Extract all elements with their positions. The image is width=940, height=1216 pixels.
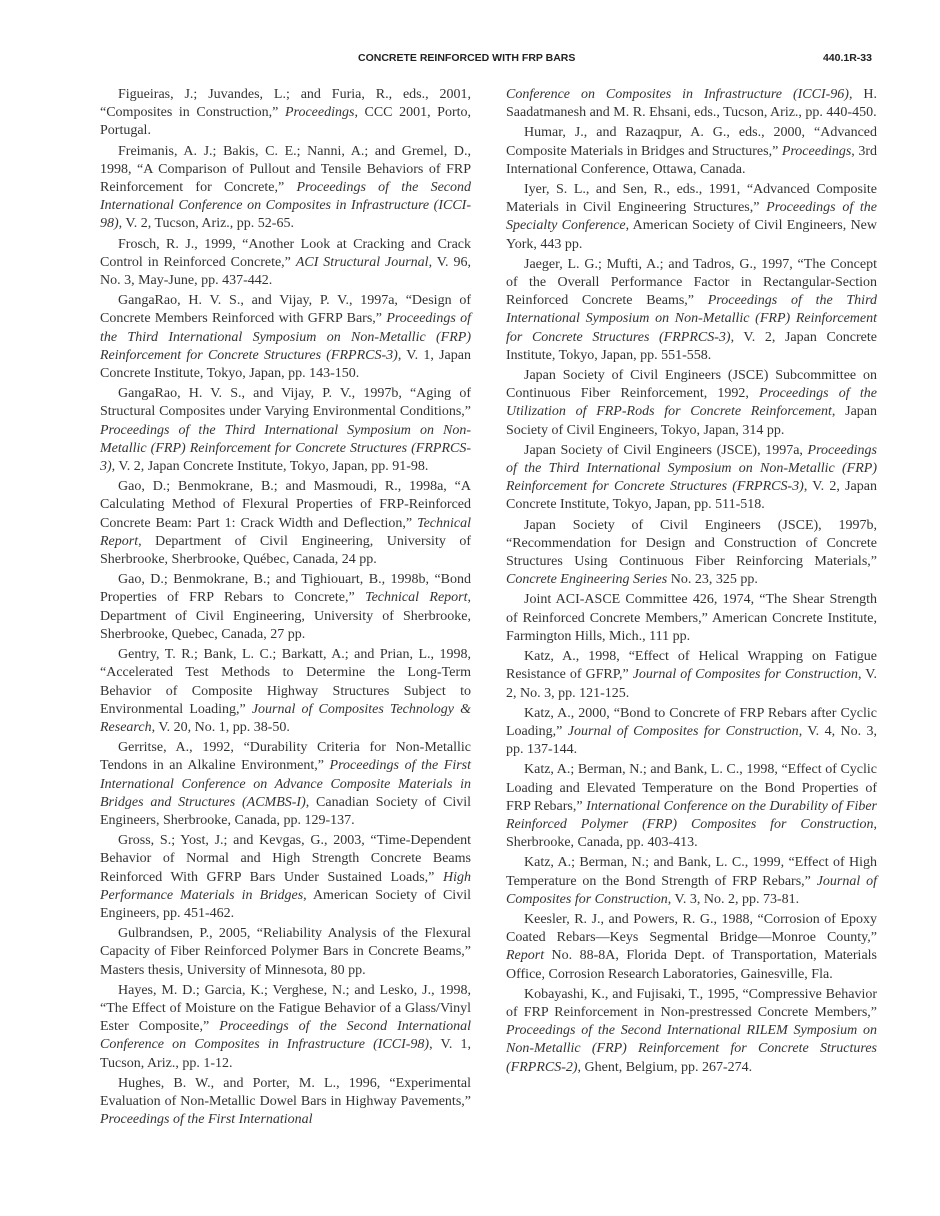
reference-entry: Gao, D.; Benmokrane, B.; and Masmoudi, R., 1998a, “A Calculating Method of Flexural Properties of FRP-Reinforced Concrete Beam: Part 1: Crack Width and Deflection,” Technical Report, Department of Civil Engineering, University of Sherbrooke, Sherbrooke, Québec, Canada, 24 pp. xyxy=(100,479,471,568)
right-column xyxy=(506,86,877,1079)
running-header xyxy=(0,52,940,68)
reference-entry: Kobayashi, K., and Fujisaki, T., 1995, “Compressive Behavior of FRP Reinforcement in Non-prestressed Concrete Members,” Proceedings of the Second International RILEM Symposium on Non-Metallic (FRP) Reinforcement for Concrete Structures (FRPRCS-2), Ghent, Belgium, pp. 267-274. xyxy=(506,986,877,1075)
reference-entry: Japan Society of Civil Engineers (JSCE), 1997b, “Recommendation for Design and Construction of Concrete Structures Using Continuous Fiber Reinforcing Materials,” Concrete Engineering Series No. 23, 325 pp. xyxy=(506,517,877,588)
reference-entry: Figueiras, J.; Juvandes, L.; and Furia, R., eds., 2001, “Composites in Construction,” Proceedings, CCC 2001, Porto, Portugal. xyxy=(100,87,471,139)
reference-entry: Keesler, R. J., and Powers, R. G., 1988, “Corrosion of Epoxy Coated Rebars—Keys Segmental Bridge—Monroe County,” Report No. 88-8A, Florida Dept. of Transportation, Materials Office, Corrosion Research Laboratories, Gainesville, Fla. xyxy=(506,911,877,982)
reference-entry: Gross, S.; Yost, J.; and Kevgas, G., 2003, “Time-Dependent Behavior of Normal and High Strength Concrete Beams Reinforced With GFRP Bars Under Sustained Loads,” High Performance Materials in Bridges, American Society of Civil Engineers, pp. 451-462. xyxy=(100,833,471,921)
reference-entry: GangaRao, H. V. S., and Vijay, P. V., 1997b, “Aging of Structural Composites under Varying Environmental Conditions,” Proceedings of the Third International Symposium on Non-Metallic (FRP) Reinforcement for Concrete Structures (FRPRCS-3), V. 2, Japan Concrete Institute, Tokyo, Japan, pp. 91-98. xyxy=(100,386,471,475)
reference-entry: Hayes, M. D.; Garcia, K.; Verghese, N.; and Lesko, J., 1998, “The Effect of Moisture on the Fatigue Behavior of a Glass/Vinyl Ester Composite,” Proceedings of the Second International Conference on Composites in Infrastructure (ICCI-98), V. 1, Tucson, Ariz., pp. 1-12. xyxy=(100,982,472,1071)
running-title: CONCRETE REINFORCED WITH FRP BARS xyxy=(358,52,576,64)
reference-entry: GangaRao, H. V. S., and Vijay, P. V., 1997a, “Design of Concrete Members Reinforced with GFRP Bars,” Proceedings of the Third International Symposium on Non-Metallic (FRP) Reinforcement for Concrete Structures (FRPRCS-3), V. 1, Japan Concrete Institute, Tokyo, Japan, pp. 143-150. xyxy=(100,293,471,382)
reference-entry: Gerritse, A., 1992, “Durability Criteria for Non-Metallic Tendons in an Alkaline Environment,” Proceedings of the First International Conference on Advance Composite Materials in Bridges and Structures (ACMBS-I), Canadian Society of Civil Engineers, Sherbrooke, Canada, pp. 129-137. xyxy=(100,740,471,828)
reference-entry-continued: Conference on Composites in Infrastructure (ICCI-96), H. Saadatmanesh and M. R. Ehsani, eds., Tucson, Ariz., pp. 440-450. xyxy=(506,87,877,121)
reference-entry: Gao, D.; Benmokrane, B.; and Tighiouart, B., 1998b, “Bond Properties of FRP Rebars to Concrete,” Technical Report, Department of Civil Engineering, University of Sherbrooke, Sherbrooke, Quebec, Canada, 27 pp. xyxy=(100,572,471,642)
page-number: 440.1R-33 xyxy=(822,52,872,64)
reference-entry: Hughes, B. W., and Porter, M. L., 1996, “Experimental Evaluation of Non-Metallic Dowel Bars in Highway Pavements,” Proceedings of the First International xyxy=(100,1075,471,1128)
reference-entry: Katz, A., 2000, “Bond to Concrete of FRP Rebars after Cyclic Loading,” Journal of Composites for Construction, V. 4, No. 3, pp. 137-144. xyxy=(506,705,878,758)
left-column xyxy=(100,86,471,1131)
reference-entry: Gulbrandsen, P., 2005, “Reliability Analysis of the Flexural Capacity of Fiber Reinforced Polymer Bars in Concrete Beams,” Masters thesis, University of Minnesota, 80 pp. xyxy=(100,926,471,978)
reference-entry: Frosch, R. J., 1999, “Another Look at Cracking and Crack Control in Reinforced Concrete,” ACI Structural Journal, V. 96, No. 3, May-June, pp. 437-442. xyxy=(100,236,471,289)
reference-entry: Japan Society of Civil Engineers (JSCE), 1997a, Proceedings of the Third International Symposium on Non-Metallic (FRP) Reinforcement for Concrete Structures (FRPRCS-3), V. 2, Japan Concrete Institute, Tokyo, Japan, pp. 511-518. xyxy=(506,442,877,513)
reference-entry: Iyer, S. L., and Sen, R., eds., 1991, “Advanced Composite Materials in Civil Engineering Structures,” Proceedings of the Specialty Conference, American Society of Civil Engineers, New York, 443 pp. xyxy=(506,182,878,252)
reference-entry: Katz, A.; Berman, N.; and Bank, L. C., 1999, “Effect of High Temperature on the Bond Strength of FRP Rebars,” Journal of Composites for Construction, V. 3, No. 2, pp. 73-81. xyxy=(506,855,877,907)
reference-entry: Japan Society of Civil Engineers (JSCE) Subcommittee on Continuous Fiber Reinforcement, 1992, Proceedings of the Utilization of FRP-Rods for Concrete Reinforcement, Japan Society of Civil Engineers, Tokyo, Japan, 314 pp. xyxy=(506,368,878,438)
reference-entry: Joint ACI-ASCE Committee 426, 1974, “The Shear Strength of Reinforced Concrete Members,” American Concrete Institute, Farmington Hills, Mich., 111 pp. xyxy=(506,592,877,644)
reference-entry: Gentry, T. R.; Bank, L. C.; Barkatt, A.; and Prian, L., 1998, “Accelerated Test Methods to Determine the Long-Term Behavior of Composite Highway Structures Subject to Environmental Loading,” Journal of Composites Technology & Research, V. 20, No. 1, pp. 38-50. xyxy=(100,647,471,735)
reference-entry: Humar, J., and Razaqpur, A. G., eds., 2000, “Advanced Composite Materials in Bridges and Structures,” Proceedings, 3rd International Conference, Ottawa, Canada. xyxy=(506,125,877,177)
reference-entry: Freimanis, A. J.; Bakis, C. E.; Nanni, A.; and Gremel, D., 1998, “A Comparison of Pullout and Tensile Behaviors of FRP Reinforcement for Concrete,” Proceedings of the Second International Conference on Composites in Infrastructure (ICCI-98), V. 2, Tucson, Ariz., pp. 52-65. xyxy=(100,143,471,232)
reference-entry: Jaeger, L. G.; Mufti, A.; and Tadros, G., 1997, “The Concept of the Overall Performance Factor in Rectangular-Section Reinforced Concrete Beams,” Proceedings of the Third International Symposium on Non-Metallic (FRP) Reinforcement for Concrete Structures (FRPRCS-3), V. 2, Japan Concrete Institute, Tokyo, Japan, pp. 551-558. xyxy=(506,256,878,363)
reference-entry: Katz, A., 1998, “Effect of Helical Wrapping on Fatigue Resistance of GFRP,” Journal of Composites for Construction, V. 2, No. 3, pp. 121-125. xyxy=(506,649,878,701)
reference-entry: Katz, A.; Berman, N.; and Bank, L. C., 1998, “Effect of Cyclic Loading and Elevated Temperature on the Bond Properties of FRP Rebars,” International Conference on the Durability of Fiber Reinforced Polymer (FRP) Composites for Construction, Sherbrooke, Canada, pp. 403-413. xyxy=(506,762,877,851)
